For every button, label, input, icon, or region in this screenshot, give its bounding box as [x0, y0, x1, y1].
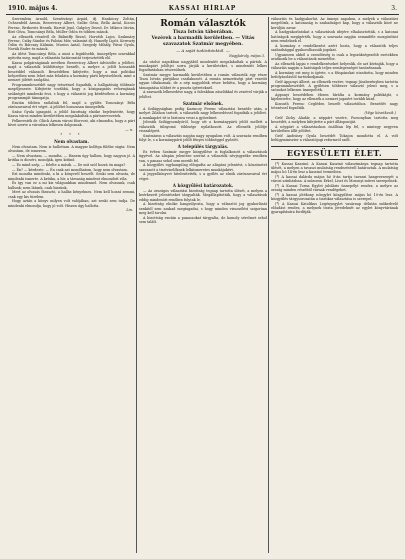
paragraph: (*) Kassai Kaszinó. A Kassai Kaszinó választmánya tegnap tartotta ülését, a melyen a tavaszi mulatság rendezéséről határoztak. A mulatság május hó 14-én lesz a kaszinó termeiben. [271, 161, 398, 175]
paragraph: Az utolsó napokban nagyjából mindenütt megalakultak a pártok. A munkapárt jelöltjei sorra járják a kerületeket, s mindenütt lelkes fogadtatásban részesülnek. [139, 59, 267, 73]
paragraph: A néppárt a választásokon önállóan lép fel, s mintegy negyven kerületben állít jelöltet. [271, 125, 398, 134]
paragraph: Szatmáron a választás napján nagy nyugalom volt. A szavazás rendben folyt le, s a kormánypárti jelölt fényes többséggel győzött. [139, 133, 267, 142]
paragraph: Apponyi beszédében élesen bírálta a kormány politikáját, s kijelentette, hogy az ellenzék a nemzet jogaiért tovább küzd. [271, 92, 398, 102]
paragraph: — Ez mind szép, — felelte a másik. — De mit szól hozzá ön maga? [12, 163, 126, 168]
paragraph: Gróf Andrássy Gyula beszédét Tokajon mondotta el. A volt belügyminiszter a választójogi reformról szólt. [271, 134, 398, 143]
paragraph: választás és hadgyakorlat. Az ünnepi napokon, a melyek a választást megelőzik, a katonaság is szabadságot kap, hogy a választók közé ne kerüljön zavar. [271, 17, 398, 30]
paragraph: És így van ez a mi kis világunkban mindennel. Nem olvasunk, csak hallunk; nem látunk, csak hiszünk. [8, 181, 135, 190]
paragraph: A szavazók lelkesedése nagy, a falvakban zászlókkal és zenével várják a jelöltet. [139, 90, 267, 99]
article-title-line2: Tisza István táborában. [172, 30, 234, 35]
section-heading: Nem olvastam. [54, 139, 89, 145]
paragraph: Hogy aztán a könyv milyen volt valójában, azt senki sem tudja. De mindenki elmondja, hogy jó volt. Hiszen úgy hallotta. [8, 199, 135, 208]
paragraph: A hadgyakorlatokat a választások idejére elhalasztották, s a katonai hatóságok megígérték, hogy a szavazás napján semmiféle mozgósítást nem rendelnek el. [271, 30, 398, 43]
article-source: — A saját tudósítónktól. — [176, 48, 230, 54]
paragraph: Kossuth Ferenc Cegléden beszélt választóihoz. Beszédét nagy tetszéssel fogadták. [271, 101, 398, 111]
section-heading: Szatmár elsőnek. [182, 100, 224, 106]
article-dateline: Nagykároly, május 3. [228, 54, 265, 59]
paragraph: A kormány ezt meg is ígérte, s a főispánokat utasította, hogy minden befolyásolástól tartózkodjanak. [271, 70, 398, 79]
paragraph: Jelentik Szilágysomlyóról, hogy ott a kormánypárti jelölt mellett a választók túlnyomó többsége nyilatkozott. Az ellenzék jelöltje visszalépett. [139, 120, 267, 133]
paragraph: (*) A Kassai Torna Egylet jubiláris ünnepélyt rendez, a melyre az ország minden részéből várnak vendégeket. [271, 183, 398, 193]
article-subtitle: Vezérek a harmadik kerületben. — Vitás szavazatok Szatmár megyében. [151, 36, 255, 47]
column-divider [268, 17, 269, 553]
article-title: Román választók [160, 19, 246, 29]
article-signature: — n. [125, 127, 133, 132]
section-separator: * * * [60, 132, 83, 137]
paragraph: Felkeresték dr. Glück Ármin városi főorvost, aki elmondta, hogy a párt hívei szerte a városban lelkesen dolgoznak. [8, 118, 135, 127]
paragraph: A közgyűlés egyhangúlag elfogadta az alispáni jelentést, s köszönetet szavazott a tisztviselőknek lelkiismeretes munkájukért. [139, 163, 267, 172]
newspaper-title: KASSAI HÍRLAP [168, 5, 237, 12]
paragraph: Az ellenzék részéről dr. Bálintffy Rezső, Horváth Lajos, Szakmáry Ferenc, Csiky Sándor és Palotai Mór, valamint ifj. Hanzély Lipót, Kereszty Ödön és Bárczay Kálmán, Mustos Antal, Szegedy Mihály, Pávai Gyula, Novák Endre és mások. [8, 34, 135, 52]
paragraph: (*) A kassai jótékony nőegylet közgyűlése május hó 10-én lesz. A közgyűlés tárgysorozatán a tisztikar választása is szerepel. [271, 192, 398, 202]
paragraph: Szász Gyula igazgató, a jelölő bizottság elnöke bejelentette, hogy Kassa város minden kerületében megalakultak a pártszervezetek. [8, 109, 135, 118]
paragraph: — Én? — kérdezte. — Én csak azt mondhatom, hogy nem olvastam. [12, 167, 128, 172]
section-heading-egyesuleti-elet: EGYESÜLETI ÉLET. [271, 146, 398, 160]
paragraph: Kassa polgárságának nevében Berzeviczy Albert üdvözölte a jelöltet, majd a választók küldöttsége beszélt, a melyre a jelölt hosszabb beszéddel válaszolt. Beszédében kifejtette, hogy a mai politikai helyzetben nem lehet más feladata a kormány párti képviselőnek, mint a nemzet jólétét szolgálni. [8, 61, 135, 83]
paragraph: Gróf Zichy Aladár, a néppárt vezére, Pozsonyban tartotta meg beszédét, a melyben kifejtette a párt álláspontját. [271, 116, 398, 125]
paragraph: Nem olvastam. Nem is hallottam. A magyar kolléga fülébe súgta: Nem olvastam, de ismerem. [8, 145, 135, 154]
page-header [6, 4, 399, 15]
section-heading: A település tárgyalás. [177, 144, 229, 150]
paragraph: — Az országos választási bizottság tegnap tartotta ülését, a melyen a beérkezett jelentéseket tárgyalták. Megállapították, hogy a választások eddig mindenütt rendben folytak le. [139, 188, 267, 202]
issue-date: 1910. május 4. [8, 5, 58, 12]
page-number: 3. [391, 5, 397, 12]
column-left [8, 17, 135, 553]
paragraph: Programmbeszédét nagy tetszéssel fogadták, a hallgatóság többször megéljenezte. Kifejtette továbbá, hogy a közigazgatás reformjának szükségét mindenki érzi, s hogy a választói jog kérdésében a kormány programmját támogatja. [8, 83, 135, 100]
paragraph: Az ülést Tomcsányi Béla, a mint a legidősebb, ünnepélyes szavakkal nyitotta meg, majd a választás határozatát terjesztették elő. [8, 52, 135, 61]
article-continuation-note: (Vége következik.) [364, 110, 396, 115]
paragraph: A bizottság elnöke hangsúlyozta, hogy a választói jog gyakorlását senkitől sem szabad megtagadni, s hogy minden visszaélést szigorúan meg kell torolni. [139, 202, 267, 215]
paragraph: (*) A Kassai Katolikus Legényegylet vasárnap délután műkedvelő előadást rendez, a melynek tiszta jövedelmét az egylet könyvtárának gyarapítására fordítják. [271, 201, 398, 215]
paragraph: Ezután többen szólaltak fel, majd a gyűlés Tomcsányi Béla zárószavaival ért véget. A jelöltet hosszasan ünnepelték. [8, 100, 135, 109]
paragraph: A Szilágyságban pedig Kazinczy Ferenc választási beszéde után, a melyet Zilahon tartott, a választók nagy lelkesedéssel fogadták a jelöltet. A munkapárt itt is biztosra veszi a győzelmet. [139, 106, 267, 120]
paragraph: A kormány e rendelkezést azért hozta, hogy a választók teljes szabadsággal gyakorolhassák jogukat. [271, 43, 398, 52]
paragraph: Szeremlein Arnold, Szentiványi Árpád, ifj. Hankóczy Zoltán, Ochsenfeld Ármin, Berzeviczy Albert, Szőke Géza, Bella Antal, Kocsis Ferenc, Berkovits Henrik, Harvát Jenő, Galgócy Dezső, Dr. Mikecz István, Biró Géza, Tomcsányi Béla, Müller Ödön és többen mások. [8, 17, 135, 34]
section-heading: A közgyűlési határozatok. [172, 182, 234, 188]
paragraph: Ez évben Szatmár megye közgyűlése is foglalkozott a választások ügyével. Az alispán jelentése szerint a választók névjegyzéke rendben van, s panasz sehol sem merült fel. [139, 150, 267, 163]
paragraph: Ugyanezen okból a csendőrség is csak a legszükségesebb esetekben avatkozik be a választások menetébe. [271, 52, 398, 61]
paragraph: Az ellenzék lapjai e rendelkezéseket helyeslik, de azt kívánják, hogy a választás napján a hatóságok teljes semlegességet tanúsítsanak. [271, 61, 398, 70]
column-right [271, 17, 398, 553]
paragraph: A jegyzőkönyvet hitelesítették, s a gyűlés az elnök zárószavaival ért véget. [139, 172, 267, 181]
paragraph: — Nem olvastam, — mondta. — Hanem úgy hallom, hogy nagyon jó. A kritika is dicséri, mondják, igen kitűnő. [8, 154, 135, 163]
paragraph: Szatmár megye harmadik kerületében a román választók egy része Tisza István pártjához csatlakozott. A román nemzetiségi párt vezetői ugyan tiltakoznak, de a nép nagyobbik része belátta, hogy a kormány támogatása többet ér a puszta ígéreteknél. [139, 72, 267, 90]
column-middle [139, 17, 267, 553]
column-divider [136, 17, 137, 553]
article-signature: Lin. [126, 208, 133, 213]
paragraph: A bizottság ezután a panaszokat tárgyalta, de komoly sérelmet sehol sem talált. [139, 215, 267, 224]
paragraph: Ezt mondta mindenki, a ki a könyvről beszélt. Senki sem olvasta, de mindenki ismerte. A kritika, a hír, a társaság mindent elmondott róla. [8, 172, 135, 181]
paragraph: Gróf Apponyi Albert, az ellenzék vezére, tegnap Jászberényben tartotta programmbeszédét. A gyűlésen többezer választó jelent meg, s a szónokot lelkesen ünnepelték. [271, 79, 398, 93]
paragraph: (*) A kassai dalárda május hó 8-án tartja tavaszi hangversenyét a városi színházban. A műsoron Erkel, Liszt és Mosonyi művei szerepelnek. [271, 174, 398, 184]
paragraph: Mert az olvasás fárasztó, a hallás kényelmes. Nem kell hozzá semmi, csak egy kis türelem. [8, 190, 135, 199]
